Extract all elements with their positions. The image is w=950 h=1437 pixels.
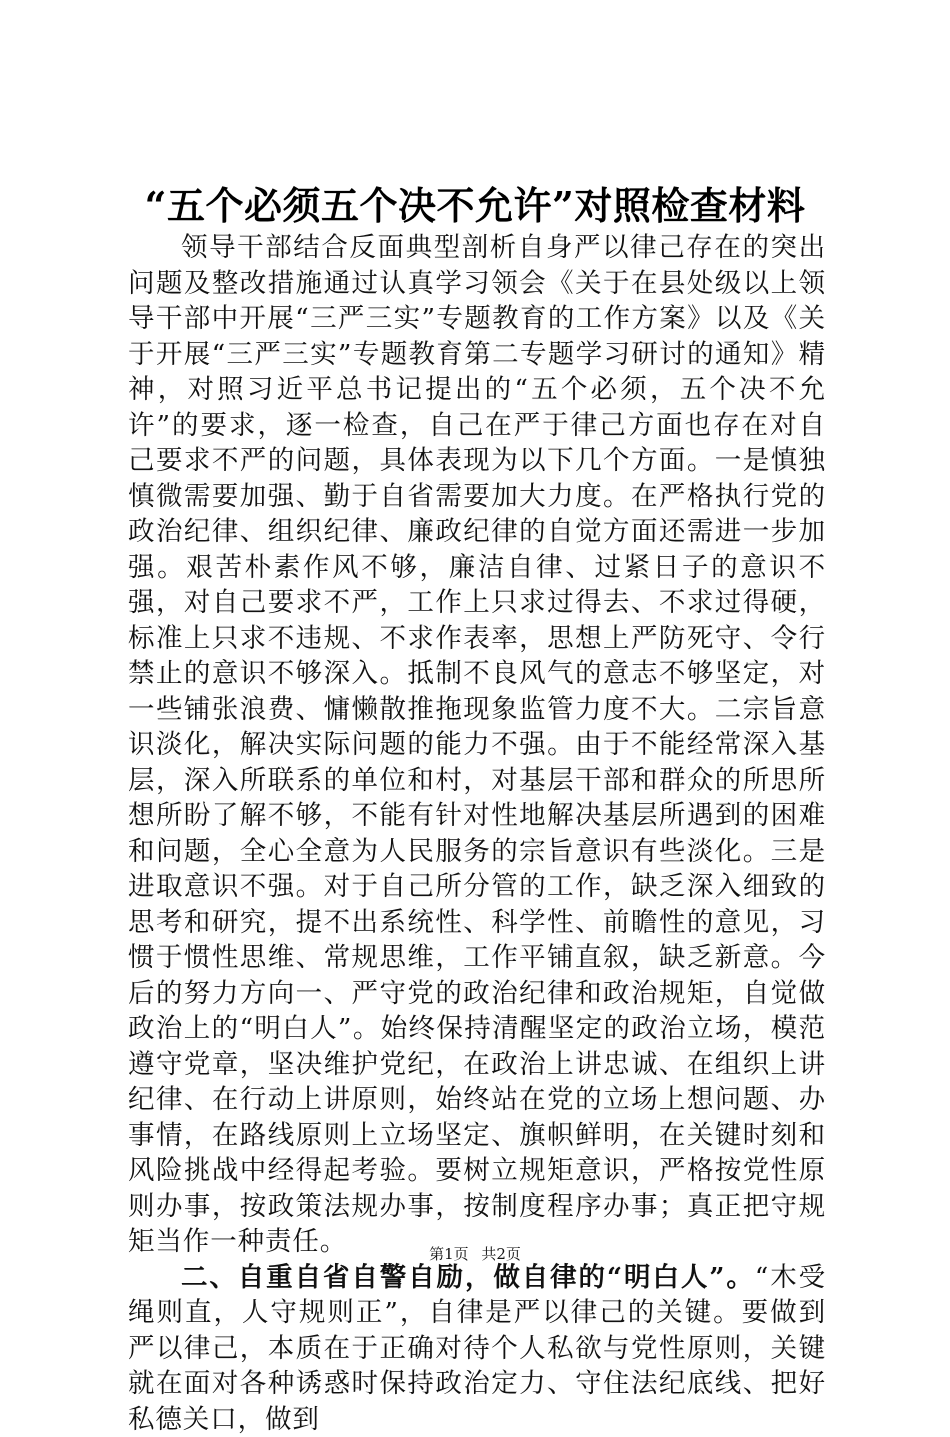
page-total: 共2页 — [481, 1245, 521, 1263]
paragraph-2-text: “木受绳则直，人守规则正”，自律是严以律己的关键。要做到严以律己，本质在于正确对待个人私欲与党性原则，关键就在面对各种诱惑时保持政治定力、守住法纪底线、把好私德关口，做到 — [128, 1262, 826, 1435]
paragraph-2-heading: 二、自重自省自警自励，做自律的“明白人”。 — [181, 1262, 755, 1293]
body-paragraph-1: 领导干部结合反面典型剖析自身严以律己存在的突出问题及整改措施通过认真学习领会《关于在县处级以上领导干部中开展“三严三实”专题教育的工作方案》以及《关于开展“三严三实”专题教育第二专题学习研讨的通知》精神，对照习近平总书记提出的“五个必须，五个决不允许”的要求，逐一检查，自己在严于律己方面也存在对自己要求不严的问题，具体表现为以下几个方面。一是慎独慎微需要加强、勤于自省需要加大力度。在严格执行党的政治纪律、组织纪律、廉政纪律的自觉方面还需进一步加强。艰苦朴素作风不够，廉洁自律、过紧日子的意识不强，对自己要求不严，工作上只求过得去、不求过得硬，标准上只求不违规、不求作表率，思想上严防死守、令行禁止的意识不够深入。抵制不良风气的意志不够坚定，对一些铺张浪费、慵懒散推拖现象监管力度不大。二宗旨意识淡化，解决实际问题的能力不强。由于不能经常深入基层，深入所联系的单位和村，对基层干部和群众的所思所想所盼了解不够，不能有针对性地解决基层所遇到的困难和问题，全心全意为人民服务的宗旨意识有些淡化。三是进取意识不强。对于自己所分管的工作，缺乏深入细致的思考和研究，提不出系统性、科学性、前瞻性的意见，习惯于惯性思维、常规思维，工作平铺直叙，缺乏新意。今后的努力方向一、严守党的政治纪律和政治规矩，自觉做政治上的“明白人”。始终保持清醒坚定的政治立场，模范遵守党章，坚决维护党纪，在政治上讲忠诚、在组织上讲纪律、在行动上讲原则，始终站在党的立场上想问题、办事情，在路线原则上立场坚定、旗帜鲜明，在关键时刻和风险挑战中经得起考验。要树立规矩意识，严格按党性原则办事，按政策法规办事，按制度程序办事；真正把守规矩当作一种责任。 — [128, 230, 826, 1260]
page-number: 第1页 — [429, 1245, 469, 1263]
document-title: “五个必须五个决不允许”对照检查材料 — [0, 183, 950, 229]
page-footer — [0, 1244, 950, 1264]
body-paragraph-2 — [128, 1260, 826, 1437]
